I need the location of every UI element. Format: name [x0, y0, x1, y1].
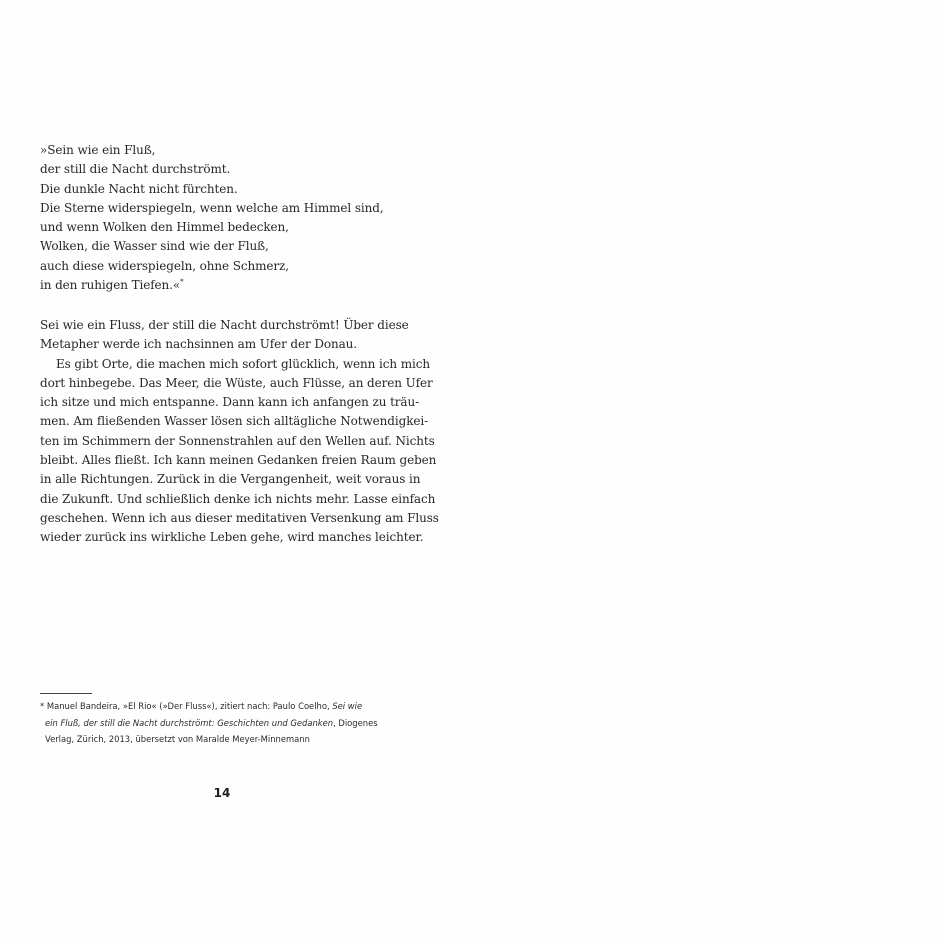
body-line: Metapher werde ich nachsinnen am Ufer der Donau.	[40, 337, 358, 352]
body-line: wieder zurück ins wirkliche Leben gehe, wird manches leichter.	[40, 530, 424, 545]
poem-line-text: in den ruhigen Tiefen.«	[40, 278, 181, 293]
poem-line: »Sein wie ein Fluß,	[40, 143, 156, 157]
footnote	[40, 698, 400, 748]
footnote-line: Verlag, Zürich, 2013, übersetzt von Maralde Meyer-Minnemann	[45, 734, 310, 744]
footnote-line	[40, 715, 400, 732]
poem-line: Wolken, die Wasser sind wie der Fluß,	[40, 239, 269, 254]
poem-line: Die dunkle Nacht nicht fürchten.	[40, 181, 238, 196]
body-line: dort hinbegebe. Das Meer, die Wüste, auch Flüsse, an deren Ufer	[40, 375, 433, 390]
poem-line: auch diese widerspiegeln, ohne Schmerz,	[40, 258, 289, 273]
poem-line: Die Sterne widerspiegeln, wenn welche am Himmel sind,	[40, 200, 384, 215]
body-line: die Zukunft. Und schließlich denke ich nichts mehr. Lasse einfach	[40, 491, 436, 506]
body-line: ten im Schimmern der Sonnenstrahlen auf den Wellen auf. Nichts	[40, 433, 435, 448]
footnote-line	[40, 698, 400, 715]
body-line: ich sitze und mich entspanne. Dann kann ich anfangen zu träu-	[40, 395, 420, 410]
body-line: Sei wie ein Fluss, der still die Nacht durchströmt! Über diese	[40, 318, 409, 332]
poem-line: der still die Nacht durchströmt.	[40, 162, 231, 177]
poem-line-last	[40, 276, 420, 295]
body-line: Es gibt Orte, die machen mich sofort glücklich, wenn ich mich	[56, 356, 430, 371]
footnote-marker: *	[180, 278, 184, 287]
body-paragraphs	[40, 316, 439, 548]
page-number: 14	[213, 786, 231, 800]
body-line: men. Am fließenden Wasser lösen sich alltägliche Notwendigkei-	[40, 414, 429, 429]
footnote-text: * Manuel Bandeira, »El Rio« (»Der Fluss«), zitiert nach: Paulo Coelho,	[40, 701, 333, 711]
epigraph-poem	[40, 141, 420, 295]
footnote-book-title: ein Fluß, der still die Nacht durchströmt: Geschichten und Gedanken	[45, 717, 334, 728]
poem-line: und wenn Wolken den Himmel bedecken,	[40, 220, 289, 235]
body-line: geschehen. Wenn ich aus dieser meditativen Versenkung am Fluss	[40, 510, 439, 525]
footnote-text: , Diogenes	[333, 717, 378, 728]
body-line: bleibt. Alles fließt. Ich kann meinen Gedanken freien Raum geben	[40, 453, 437, 468]
footnote-book-title: Sei wie	[332, 701, 363, 711]
footnote-divider	[40, 693, 92, 694]
body-line: in alle Richtungen. Zurück in die Vergangenheit, weit voraus in	[40, 472, 421, 487]
